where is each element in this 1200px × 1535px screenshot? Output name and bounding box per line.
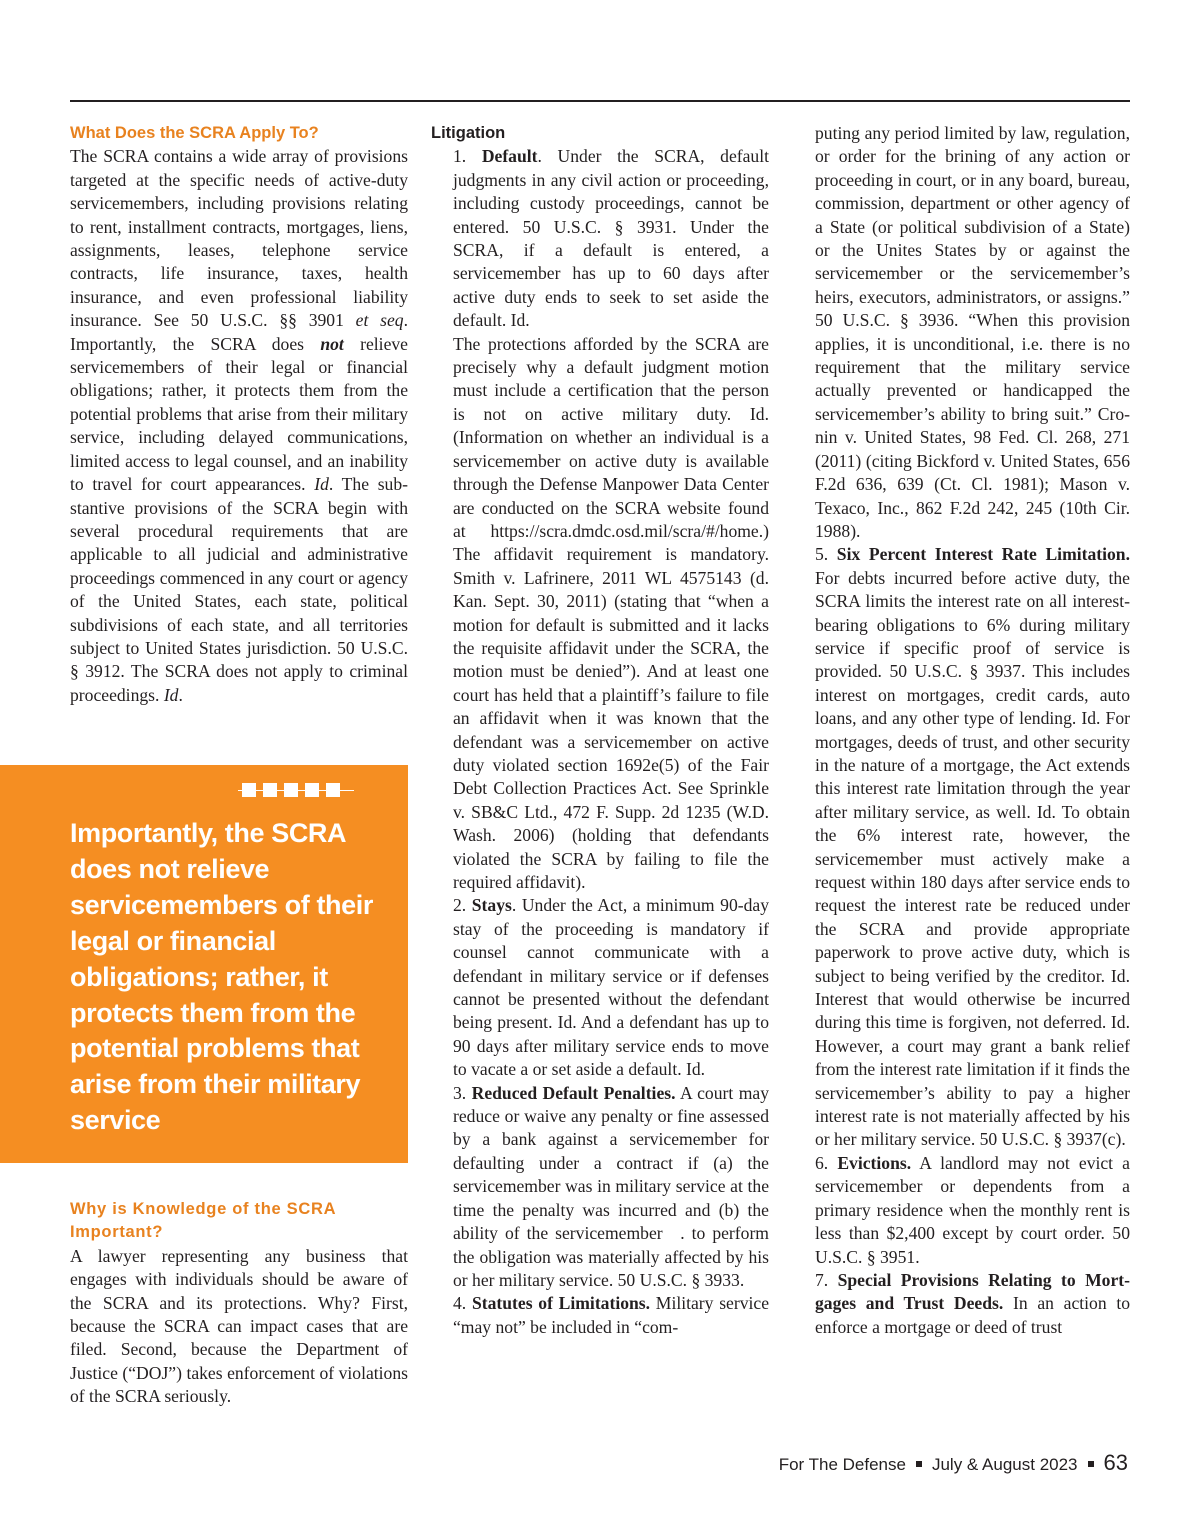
section-heading-importance: Why is Knowledge of the SCRA Important? (70, 1200, 336, 1242)
decorative-squares (242, 783, 340, 797)
page-number: 63 (1103, 1450, 1128, 1475)
paragraph-protections: The protections afforded by the SCRA are precisely why a default judgment motion must include a certification that the person is not on active military duty. Id. (Information on whether an individual is a servicemember on active duty is available through the Defense Manpower Data Center are conducted on the SCRA website found at https://scra.​dmdc.osd.mil/scra/#/home.) The affidavit requirement is mandatory. Smith v. Lafrinere, 2011 WL 4575143 (d. Kan. Sept. 30, 2011) (stating that “when a motion for default is submitted and it lacks the requisite affidavit under the SCRA, the motion must be denied”). And at least one court has held that a plaintiff’s failure to file an affidavit when it was known that the defendant was a servicemember on active duty violated section 1692e(5) of the Fair Debt Collection Practices Act. See Sprinkle v. SB&C Ltd., 472 F. Supp. 2d 1235 (W.D. Wash. 2006) (holding that defendants violated the SCRA by failing to file the required affidavit). (453, 333, 769, 892)
paragraph-importance: A lawyer representing any business that engages with individuals should be aware of the SCRA and its protections. Why? First, because the SCRA can impact cases that are filed. Second, because the Department of Justice (“DOJ”) takes enforcement of violations of the SCRA seriously. (70, 1245, 408, 1407)
bullet-square-icon (916, 1461, 922, 1467)
page-footer (779, 1450, 1128, 1476)
column-1-lower (70, 1198, 408, 1409)
paragraph-apply: The SCRA contains a wide array of provisions targeted at the specific needs of active-duty servicemembers, including provisions relating to rent, installment contracts, mortgages, liens, assignments, leases, telephone service contracts, life insurance, taxes, health insurance, and even professional liability insurance. See 50 U.S.C. §§ 3901 et seq. Importantly, the SCRA does not relieve servicemembers of their legal or financial obligations; rather, it protects them from the potential problems that arise from their military service, including delayed communications, limited access to legal counsel, and an inability to travel for court appearances. Id. The substantive provisions of the SCRA begin with several procedural requirements that are applicable to all judicial and administrative proceedings commenced in any court or agency of the United States, each state, political subdivisions of each state, and all territories subject to United States jurisdiction. 50 U.S.C. § 3912. The SCRA does not apply to criminal proceedings. Id. (70, 146, 408, 705)
paragraph-continued: puting any period limited by law, regulation, or order for the brining of any action or proceeding in court, or in any board, bureau, commission, department or other agency of a State (or political subdivision of a State) or the Unites States by or against the servicemember or the servicemember’s heirs, executors, administrators, or assigns.” 50 U.S.C. § 3936. “When this provision applies, it is unconditional, i.e. there is no requirement that the military service actually prevented or handicapped the servicemember’s ability to bring suit.” Cronin v. United States, 98 Fed. Cl. 268, 271 (2011) (citing Bickford v. United States, 656 F.2d 636, 639 (Ct. Cl. 1981); Mason v. Texaco, Inc., 862 F.2d 242, 245 (10th Cir. 1988). (815, 123, 1130, 541)
pull-quote-box (0, 765, 408, 1163)
list-item-mortgages: 7. Special Provisions Relating to Mortgages and Trust Deeds. In an action to enforce a mortgage or deed of trust (815, 1269, 1131, 1337)
list-item-default: 1. Default. Under the SCRA, default judgments in any civil action or proceeding, including custody proceedings, cannot be entered. 50 U.S.C. § 3931. Under the SCRA, if a default is entered, a servicemember has up to 60 days after active duty ends to seek to set aside the default. Id. (453, 146, 769, 331)
list-item-statutes: 4. Statutes of Limitations. Military service “may not” be included in “com- (453, 1293, 770, 1337)
top-rule (70, 100, 1130, 102)
list-item-reduced-penalties: 3. Reduced Default Penalties. A court may reduce or waive any penalty or fine assessed by a bank against a servicemember for defaulting under a contract if (a) the servicemember was in military service at the time the penalty was incurred and (b) the ability of the servicemember . to perform the obligation was materially affected by his or her military service. 50 U.S.C. § 3933. (453, 1082, 769, 1290)
section-heading-apply: What Does the SCRA Apply To? (70, 124, 319, 142)
column-1 (70, 122, 408, 707)
issue-date: July & August 2023 (931, 1455, 1078, 1474)
bullet-square-icon (1088, 1461, 1094, 1467)
list-item-interest-rate: 5. Six Percent Interest Rate Limitation. For debts incurred before active duty, the SCRA limits the interest rate on all interest-bearing obligations to 6% during military service if specific proof of service is provided. 50 U.S.C. § 3937. This includes interest on mortgages, credit cards, auto loans, and any other type of lending. Id. For mortgages, deeds of trust, and other security in the nature of a mortgage, the Act extends this interest rate limitation through the year after military service, as well. Id. To obtain the 6% interest rate, however, the servicemember must actively make a request within 180 days after service ends to request the interest rate be reduced under the SCRA and provide appropriate paperwork to prove active duty, which is subject to being verified by the creditor. Id. Interest that would otherwise be incurred during this time is forgiven, not deferred. Id. However, a court may grant a bank relief from the interest rate limitation if it finds the servicemember’s ability to pay a higher interest rate is not materially affected by his or her military service. 50 U.S.C. § 3937(c). (815, 544, 1130, 1150)
column-2 (431, 122, 770, 1339)
list-item-evictions: 6. Evictions. A landlord may not evict a servicemember or dependents from a primary residence when the monthly rent is less than $2,400 except by court order. 50 U.S.C. § 3951. (815, 1152, 1130, 1267)
pull-quote-text: Importantly, the SCRA does not relieve servicemembers of their legal or financial obligations; rather, it protects them from the potential problems that arise from their military service (70, 818, 373, 1136)
section-heading-litigation: Litigation (431, 124, 506, 142)
list-item-stays: 2. Stays. Under the Act, a minimum 90-day stay of the proceeding is mandatory if counsel cannot communicate with a defendant in military service or if defenses cannot be presented without the defendant being present. Id. And a defendant has up to 90 days after military service ends to move to vacate a or set aside a default. Id. (453, 895, 770, 1080)
column-3 (815, 122, 1130, 1339)
publication-name: For The Defense (778, 1455, 906, 1474)
